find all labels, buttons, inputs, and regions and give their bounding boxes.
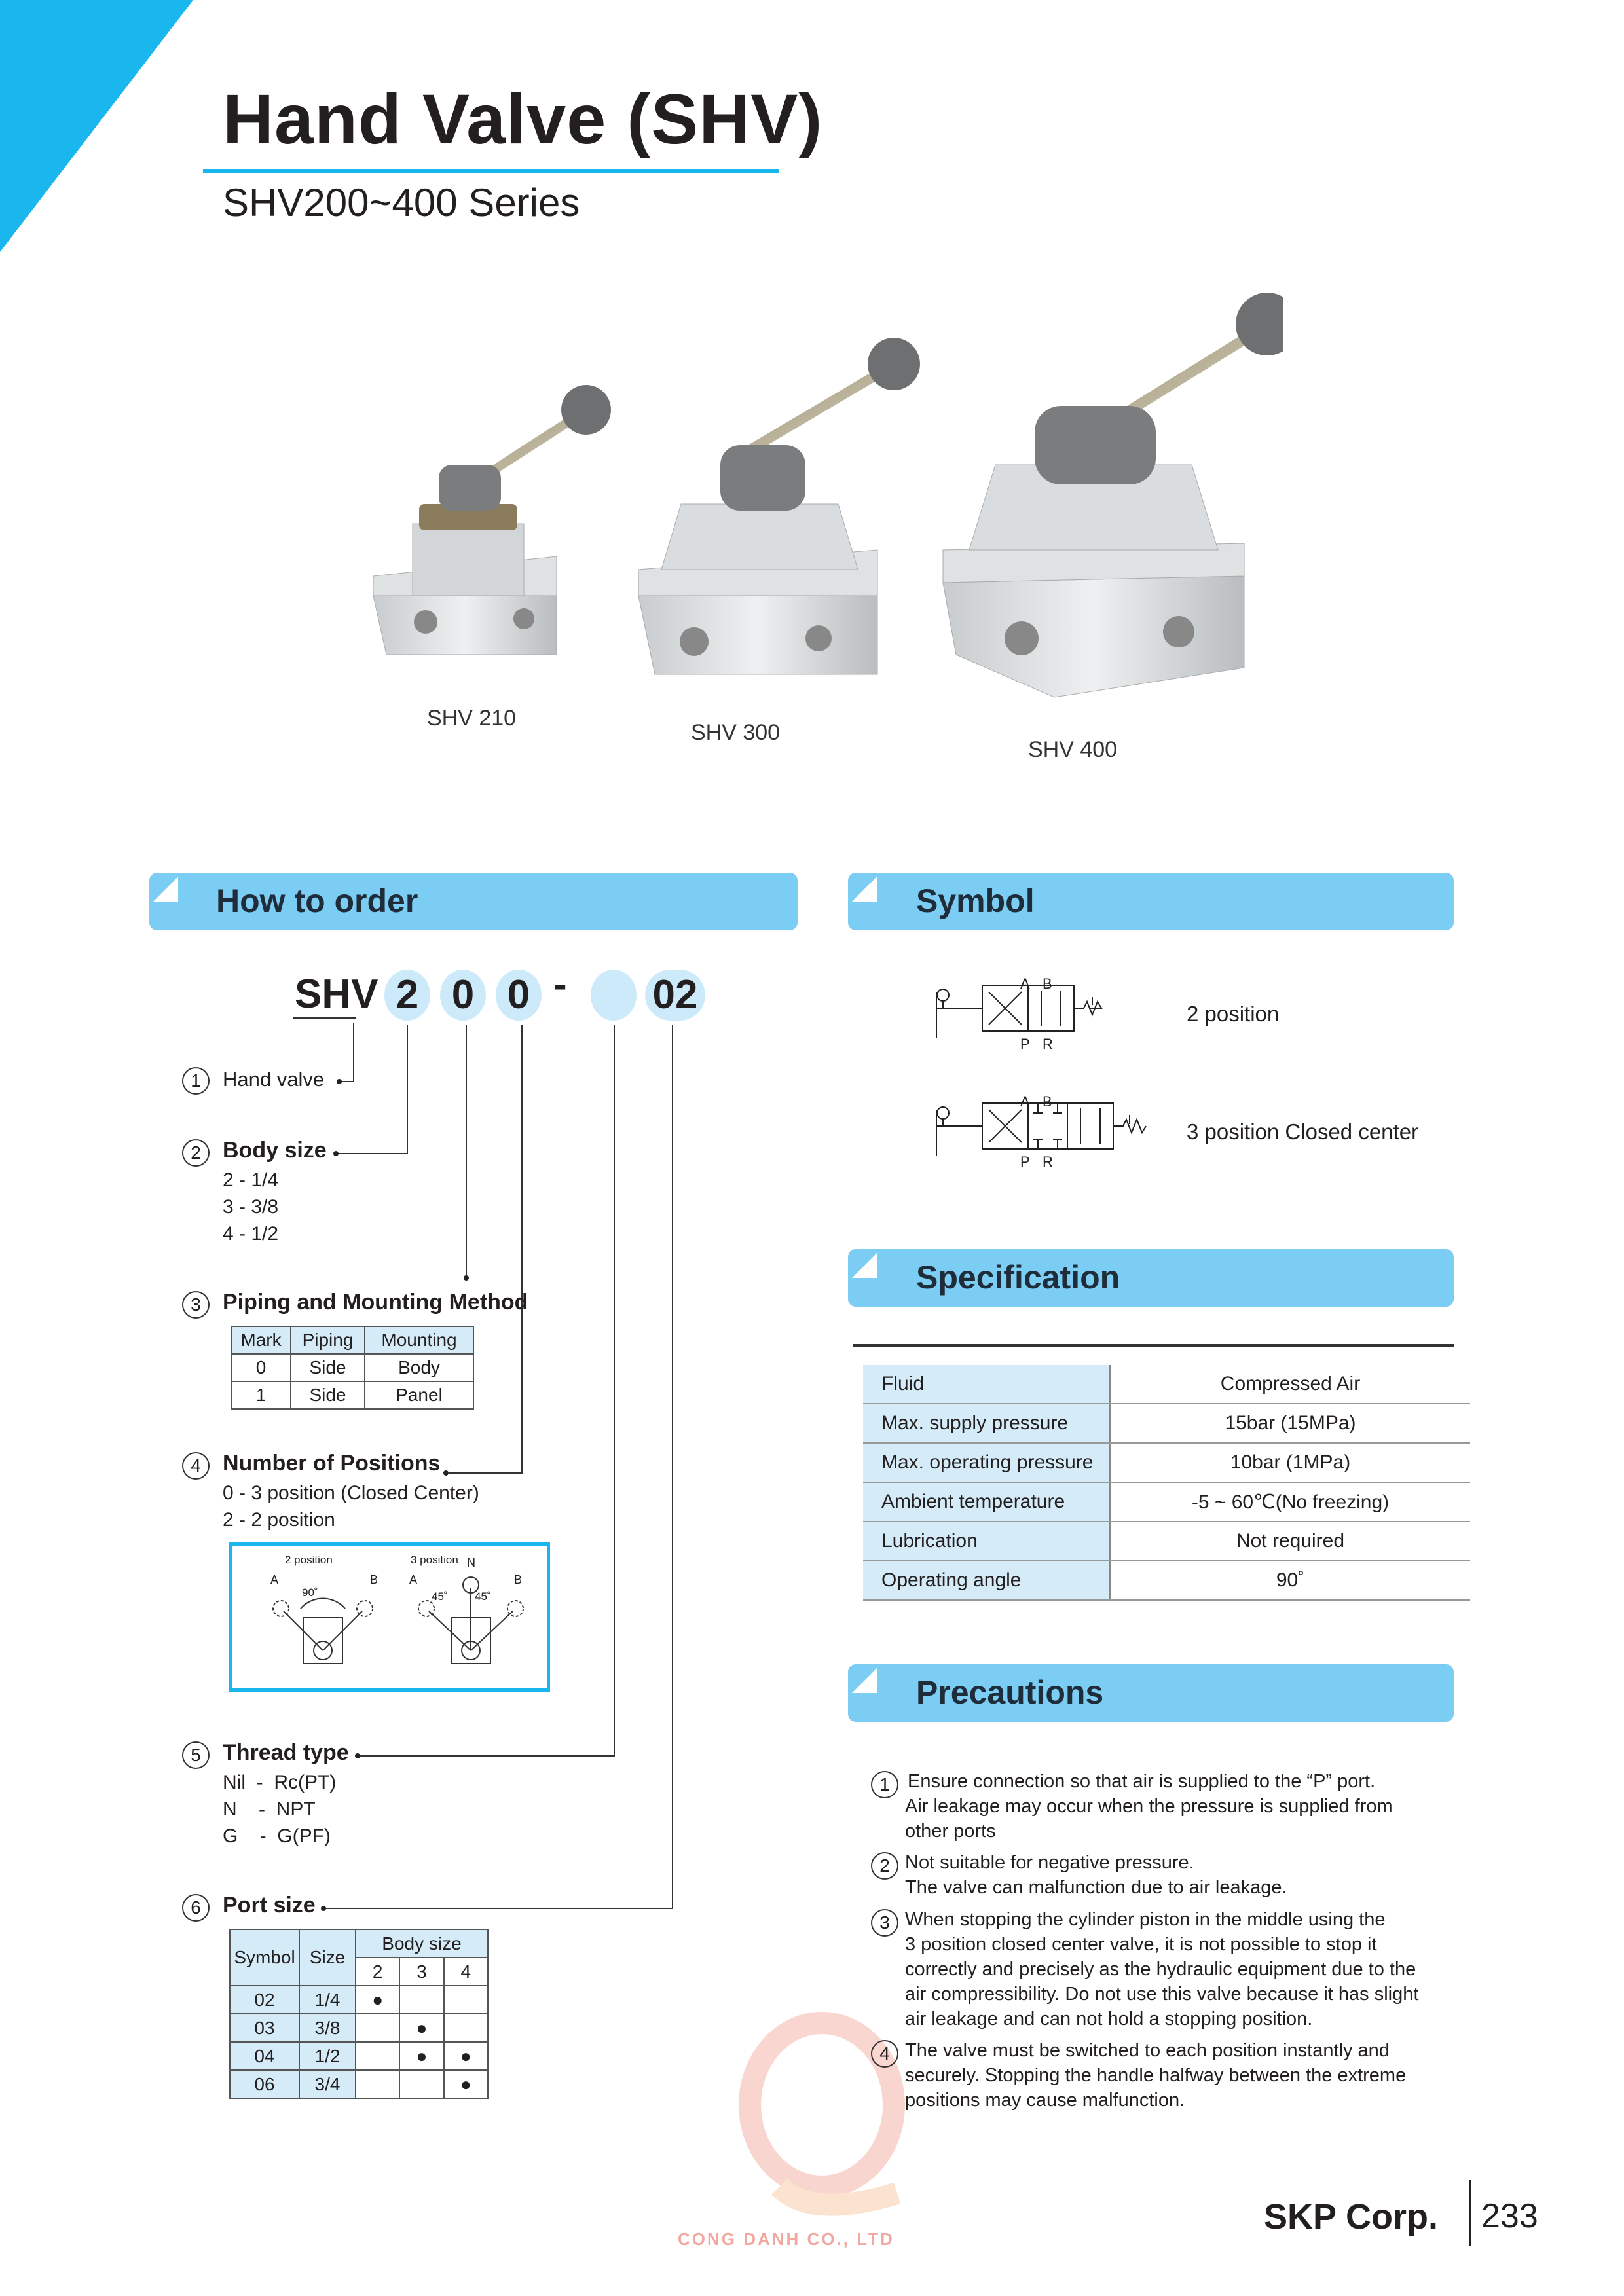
spec-key: Lubrication: [863, 1522, 1110, 1561]
corner-triangle-icon: [852, 1668, 877, 1693]
mounting-cell: Panel: [365, 1381, 473, 1409]
leader-dot: [321, 1906, 326, 1911]
item-number: 6: [182, 1894, 210, 1922]
item-number: 4: [182, 1452, 210, 1480]
precaution-line: air leakage and can not hold a stopping position.: [905, 2009, 1313, 2030]
spec-key: Ambient temperature: [863, 1482, 1110, 1522]
port-header-body: Body size: [356, 1929, 488, 1958]
body-size-line: 4 - 1/2: [223, 1223, 279, 1245]
product-shv400-image: [943, 293, 1283, 697]
leader-dot: [443, 1470, 449, 1476]
footer-divider: [1469, 2180, 1471, 2246]
port-header-symbol: Symbol: [230, 1929, 299, 1986]
diagram-label-3pos: 3 position: [411, 1554, 458, 1566]
availability-dot-icon: ●: [399, 2042, 443, 2070]
body-size-col: 2: [356, 1958, 399, 1986]
mounting-header: Piping: [291, 1326, 365, 1354]
availability-dot-icon: ●: [399, 2014, 443, 2042]
precaution-line: other ports: [905, 1821, 996, 1842]
position-diagram: [229, 1542, 550, 1692]
corner-triangle-icon: [852, 877, 877, 902]
port-symbol: 02: [230, 1986, 299, 2014]
precaution-number: 3: [871, 1909, 898, 1937]
mounting-header: Mark: [231, 1326, 291, 1354]
diagram-port-a: A: [409, 1573, 418, 1586]
table-row: [231, 1381, 473, 1409]
diagram-label-2pos: 2 position: [285, 1554, 333, 1566]
corner-triangle-icon: [852, 1253, 877, 1278]
precaution-number: 1: [871, 1771, 898, 1798]
leader-dot: [355, 1753, 360, 1758]
diagram-port-n: N: [467, 1556, 475, 1569]
mounting-cell: Body: [365, 1354, 473, 1381]
table-row: [231, 1354, 473, 1381]
spec-value: Not required: [1110, 1522, 1470, 1561]
symbol-port-p: P: [1020, 1154, 1030, 1170]
table-row: [863, 1443, 1470, 1482]
precaution-number: 2: [871, 1852, 898, 1880]
spec-value: Compressed Air: [1110, 1365, 1470, 1404]
precaution-line: 3 position closed center valve, it is not possible to stop it: [905, 1934, 1377, 1955]
diagram-port-a: A: [270, 1573, 279, 1586]
item-thread-type: Thread type: [223, 1740, 349, 1765]
code-body-size: 2: [384, 970, 430, 1021]
availability-dot-icon: ●: [444, 2070, 488, 2098]
mounting-cell: Side: [291, 1354, 365, 1381]
position-drawing: [232, 1546, 547, 1688]
spec-value: -5 ~ 60℃(No freezing): [1110, 1482, 1470, 1522]
table-row: [230, 2014, 488, 2042]
spec-value: 15bar (15MPa): [1110, 1404, 1470, 1443]
symbol-port-b: B: [1043, 1093, 1052, 1110]
table-row: [863, 1522, 1470, 1561]
thread-line: G - G(PF): [223, 1825, 331, 1847]
body-size-line: 3 - 3/8: [223, 1196, 279, 1218]
leader-dot: [337, 1079, 342, 1084]
item-number: 3: [182, 1291, 210, 1319]
mounting-cell: Side: [291, 1381, 365, 1409]
leader-dot: [464, 1275, 469, 1281]
specification-header: [848, 1249, 1454, 1307]
page-subtitle: SHV200~400 Series: [223, 181, 580, 225]
diagram-port-b: B: [370, 1573, 378, 1586]
precaution-line: When stopping the cylinder piston in the middle using the: [905, 1909, 1386, 1930]
table-row: [230, 2070, 488, 2098]
footer-company: SKP Corp.: [1264, 2197, 1439, 2236]
how-to-order-heading: How to order: [216, 883, 418, 919]
watermark-text: CONG DANH CO., LTD: [678, 2229, 895, 2249]
spec-table: [863, 1365, 1470, 1601]
page-title: Hand Valve (SHV): [223, 79, 823, 158]
body-size-line: 2 - 1/4: [223, 1169, 279, 1191]
precaution-line: securely. Stopping the handle halfway between the extreme: [905, 2065, 1407, 2086]
table-row: [863, 1561, 1470, 1600]
symbol-heading: Symbol: [916, 883, 1035, 919]
body-size-col: 3: [399, 1958, 443, 1986]
table-row: [863, 1404, 1470, 1443]
item-number-of-positions: Number of Positions: [223, 1451, 441, 1476]
port-size: 1/2: [299, 2042, 356, 2070]
leader-dot: [333, 1151, 339, 1156]
symbol-2-position: 2 position: [1187, 1002, 1280, 1026]
item-body-size: Body size: [223, 1138, 327, 1163]
spec-key: Max. supply pressure: [863, 1404, 1110, 1443]
body-size-col: 4: [444, 1958, 488, 1986]
port-size: 3/8: [299, 2014, 356, 2042]
diagram-angle: 45˚: [475, 1590, 491, 1603]
table-row: [230, 1986, 488, 2014]
valve-symbol-drawings: [923, 972, 1185, 1195]
thread-line: Nil - Rc(PT): [223, 1772, 337, 1793]
port-header-size: Size: [299, 1929, 356, 1986]
code-positions: 0: [496, 970, 542, 1021]
diagram-angle: 45˚: [432, 1590, 448, 1603]
symbol-port-r: R: [1043, 1154, 1053, 1170]
item-hand-valve: Hand valve: [223, 1068, 325, 1091]
spec-value: 90˚: [1110, 1561, 1470, 1600]
availability-dot-icon: ●: [356, 1986, 399, 2014]
spec-key: Operating angle: [863, 1561, 1110, 1600]
precautions-header: [848, 1664, 1454, 1722]
precautions-heading: Precautions: [916, 1674, 1104, 1711]
precaution-line: positions may cause malfunction.: [905, 2090, 1185, 2111]
precaution-line: The valve can malfunction due to air leakage.: [905, 1877, 1287, 1898]
port-symbol: 04: [230, 2042, 299, 2070]
port-size-table: [229, 1929, 489, 2099]
order-code-prefix: SHV: [295, 972, 378, 1017]
precaution-line: Ensure connection so that air is supplied to the “P” port.: [902, 1771, 1376, 1792]
item-number: 2: [182, 1139, 210, 1167]
precaution-number: 4: [871, 2040, 898, 2068]
spec-top-rule: [853, 1344, 1454, 1347]
symbol-port-p: P: [1020, 1036, 1030, 1052]
port-symbol: 06: [230, 2070, 299, 2098]
diagram-port-b: B: [514, 1573, 523, 1586]
mounting-cell: 0: [231, 1354, 291, 1381]
table-row: [863, 1482, 1470, 1522]
item-number: 5: [182, 1741, 210, 1769]
page-number: 233: [1481, 2197, 1538, 2235]
specification-heading: Specification: [916, 1259, 1120, 1296]
availability-dot-icon: ●: [444, 2042, 488, 2070]
precaution-line: Not suitable for negative pressure.: [905, 1852, 1194, 1873]
symbol-3-position: 3 position Closed center: [1187, 1120, 1419, 1144]
precaution-line: correctly and precisely as the hydraulic equipment due to the: [905, 1959, 1416, 1980]
precaution-line: Air leakage may occur when the pressure is supplied from: [905, 1796, 1393, 1817]
precaution-line: The valve must be switched to each position instantly and: [905, 2040, 1390, 2061]
symbol-header: [848, 873, 1454, 930]
positions-line: 2 - 2 position: [223, 1509, 335, 1531]
spec-value: 10bar (1MPa): [1110, 1443, 1470, 1482]
table-row: [863, 1365, 1470, 1404]
caption-shv210: SHV 210: [427, 706, 517, 731]
caption-shv400: SHV 400: [1028, 737, 1118, 762]
code-port-size: 02: [645, 970, 705, 1021]
symbol-port-r: R: [1043, 1036, 1053, 1052]
port-size: 3/4: [299, 2070, 356, 2098]
code-dash: -: [553, 962, 567, 1007]
item-number: 1: [182, 1067, 210, 1095]
caption-shv300: SHV 300: [691, 720, 781, 745]
spec-key: Fluid: [863, 1365, 1110, 1404]
code-piping: 0: [440, 970, 486, 1021]
mounting-header: Mounting: [365, 1326, 473, 1354]
item-piping-mounting: Piping and Mounting Method: [223, 1290, 528, 1315]
thread-line: N - NPT: [223, 1798, 316, 1820]
symbol-port-a: A: [1020, 1093, 1030, 1110]
item-port-size: Port size: [223, 1893, 316, 1918]
port-size: 1/4: [299, 1986, 356, 2014]
port-symbol: 03: [230, 2014, 299, 2042]
precaution-line: air compressibility. Do not use this valve because it has slight: [905, 1984, 1419, 2005]
diagram-angle: 90˚: [302, 1586, 318, 1599]
mounting-cell: 1: [231, 1381, 291, 1409]
symbol-port-a: A: [1020, 975, 1030, 992]
symbol-port-b: B: [1043, 975, 1052, 992]
table-row: [230, 2042, 488, 2070]
positions-line: 0 - 3 position (Closed Center): [223, 1482, 479, 1504]
mounting-table: [231, 1326, 474, 1410]
spec-key: Max. operating pressure: [863, 1443, 1110, 1482]
